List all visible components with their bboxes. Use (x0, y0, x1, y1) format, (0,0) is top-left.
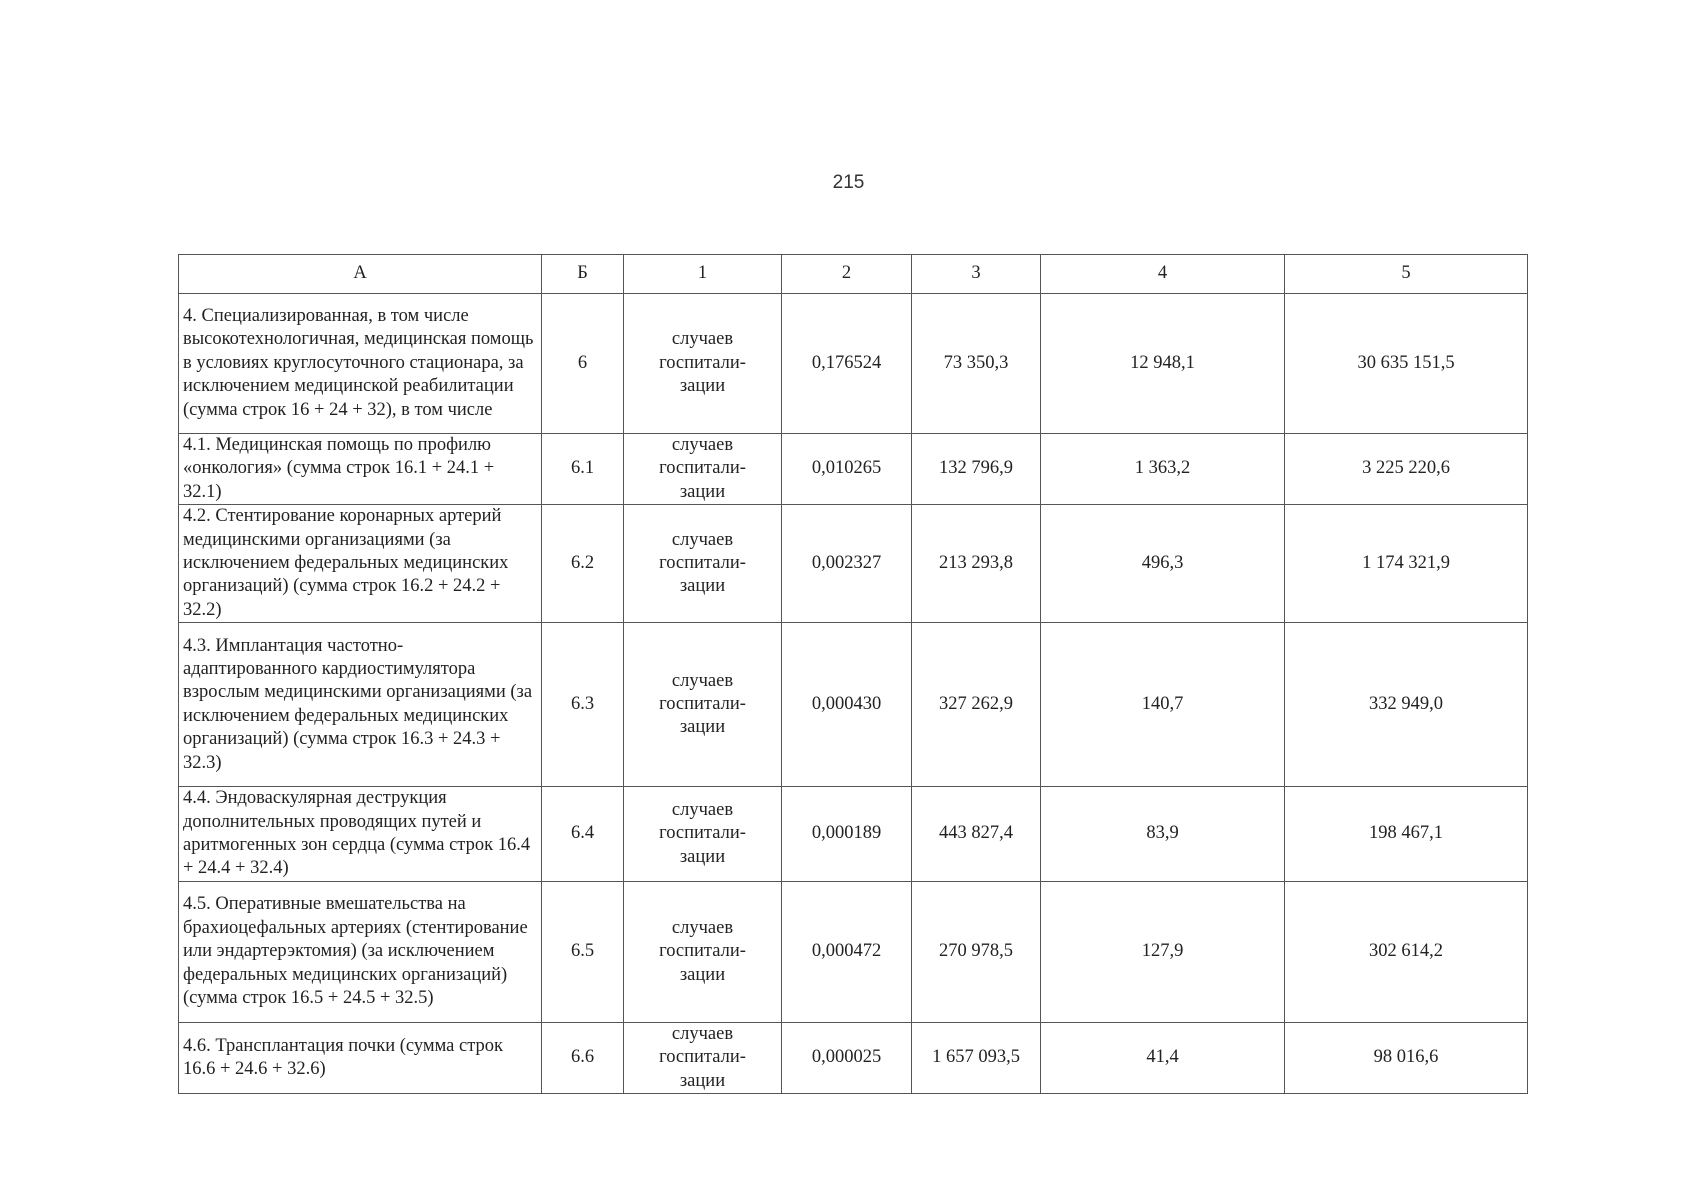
header-col-2: 2 (782, 255, 912, 294)
row-col4: 127,9 (1041, 881, 1285, 1022)
header-col-5: 5 (1285, 255, 1528, 294)
header-col-1: 1 (624, 255, 782, 294)
data-table (178, 254, 1528, 1094)
row-col5: 302 614,2 (1285, 881, 1528, 1022)
unit-line: случаев (671, 329, 734, 350)
unit-line: зации (679, 846, 726, 867)
table-row (179, 505, 1528, 623)
row-col4: 83,9 (1041, 787, 1285, 882)
page-number: 215 (832, 172, 865, 193)
row-code: 6.1 (542, 434, 624, 505)
table-row (179, 1022, 1528, 1093)
unit-line: зации (679, 717, 726, 738)
row-code: 6.5 (542, 881, 624, 1022)
row-col5: 332 949,0 (1285, 623, 1528, 787)
row-col5: 3 225 220,6 (1285, 434, 1528, 505)
row-col2: 0,000025 (782, 1022, 912, 1093)
row-name: 4. Специализированная, в том числе высокотехнологичная, медицинская помощь в условиях круглосуточного стационара, за исключением медицинской реабилитации (сумма строк 16 + 24 + 32), в том числе (179, 294, 542, 434)
row-col2: 0,010265 (782, 434, 912, 505)
row-code: 6.2 (542, 505, 624, 623)
row-unit (624, 294, 782, 434)
unit-line: зации (679, 376, 726, 397)
unit-line: госпитали- (659, 823, 746, 844)
row-col5: 98 016,6 (1285, 1022, 1528, 1093)
unit-line: случаев (671, 529, 734, 550)
row-code: 6.3 (542, 623, 624, 787)
row-name: 4.2. Стентирование коронарных артерий медицинскими организациями (за исключением федеральных медицинских организаций) (сумма строк 16.2 + 24.2 + 32.2) (179, 505, 542, 623)
row-col3: 73 350,3 (912, 294, 1041, 434)
row-col4: 12 948,1 (1041, 294, 1285, 434)
row-col4: 496,3 (1041, 505, 1285, 623)
row-col3: 213 293,8 (912, 505, 1041, 623)
table-row (179, 881, 1528, 1022)
row-col3: 443 827,4 (912, 787, 1041, 882)
unit-line: госпитали- (659, 458, 746, 479)
table-row (179, 294, 1528, 434)
unit-line: госпитали- (659, 352, 746, 373)
header-col-b: Б (542, 255, 624, 294)
row-col2: 0,000189 (782, 787, 912, 882)
row-col4: 140,7 (1041, 623, 1285, 787)
unit-line: зации (679, 1070, 726, 1091)
row-name: 4.1. Медицинская помощь по профилю «онкология» (сумма строк 16.1 + 24.1 + 32.1) (179, 434, 542, 505)
row-col5: 30 635 151,5 (1285, 294, 1528, 434)
unit-line: зации (679, 481, 726, 502)
unit-line: госпитали- (659, 553, 746, 574)
header-col-3: 3 (912, 255, 1041, 294)
unit-line: случаев (671, 670, 734, 691)
unit-line: случаев (671, 435, 734, 455)
unit-line: госпитали- (659, 1047, 746, 1068)
unit-line: зации (679, 964, 726, 985)
row-unit (624, 505, 782, 623)
row-col3: 327 262,9 (912, 623, 1041, 787)
row-unit (624, 787, 782, 882)
row-name: 4.6. Трансплантация почки (сумма строк 16.6 + 24.6 + 32.6) (179, 1022, 542, 1093)
row-col3: 132 796,9 (912, 434, 1041, 505)
row-col5: 1 174 321,9 (1285, 505, 1528, 623)
row-col2: 0,002327 (782, 505, 912, 623)
row-name: 4.3. Имплантация частотно-адаптированного кардиостимулятора взрослым медицинскими организациями (за исключением федеральных медицинских организаций) (сумма строк 16.3 + 24.3 + 32.3) (179, 623, 542, 787)
row-col3: 270 978,5 (912, 881, 1041, 1022)
row-unit (624, 434, 782, 505)
unit-line: госпитали- (659, 694, 746, 715)
unit-line: случаев (671, 1023, 734, 1044)
row-name: 4.4. Эндоваскулярная деструкция дополнительных проводящих путей и аритмогенных зон сердца (сумма строк 16.4 + 24.4 + 32.4) (179, 787, 542, 882)
unit-line: случаев (671, 917, 734, 938)
row-col4: 41,4 (1041, 1022, 1285, 1093)
header-row (179, 255, 1528, 294)
header-col-4: 4 (1041, 255, 1285, 294)
unit-line: госпитали- (659, 941, 746, 962)
row-col2: 0,000472 (782, 881, 912, 1022)
row-col2: 0,000430 (782, 623, 912, 787)
row-col2: 0,176524 (782, 294, 912, 434)
row-name: 4.5. Оперативные вмешательства на брахиоцефальных артериях (стентирование или эндартерэктомия) (за исключением федеральных медицинских организаций) (сумма строк 16.5 + 24.5 + 32.5) (179, 881, 542, 1022)
table-row (179, 434, 1528, 505)
row-unit (624, 1022, 782, 1093)
table-row (179, 787, 1528, 882)
row-code: 6.4 (542, 787, 624, 882)
unit-line: случаев (671, 799, 734, 820)
row-code: 6 (542, 294, 624, 434)
header-col-a: А (179, 255, 542, 294)
row-unit (624, 623, 782, 787)
row-code: 6.6 (542, 1022, 624, 1093)
row-col5: 198 467,1 (1285, 787, 1528, 882)
row-col3: 1 657 093,5 (912, 1022, 1041, 1093)
row-unit (624, 881, 782, 1022)
unit-line: зации (679, 576, 726, 597)
table-row (179, 623, 1528, 787)
row-col4: 1 363,2 (1041, 434, 1285, 505)
